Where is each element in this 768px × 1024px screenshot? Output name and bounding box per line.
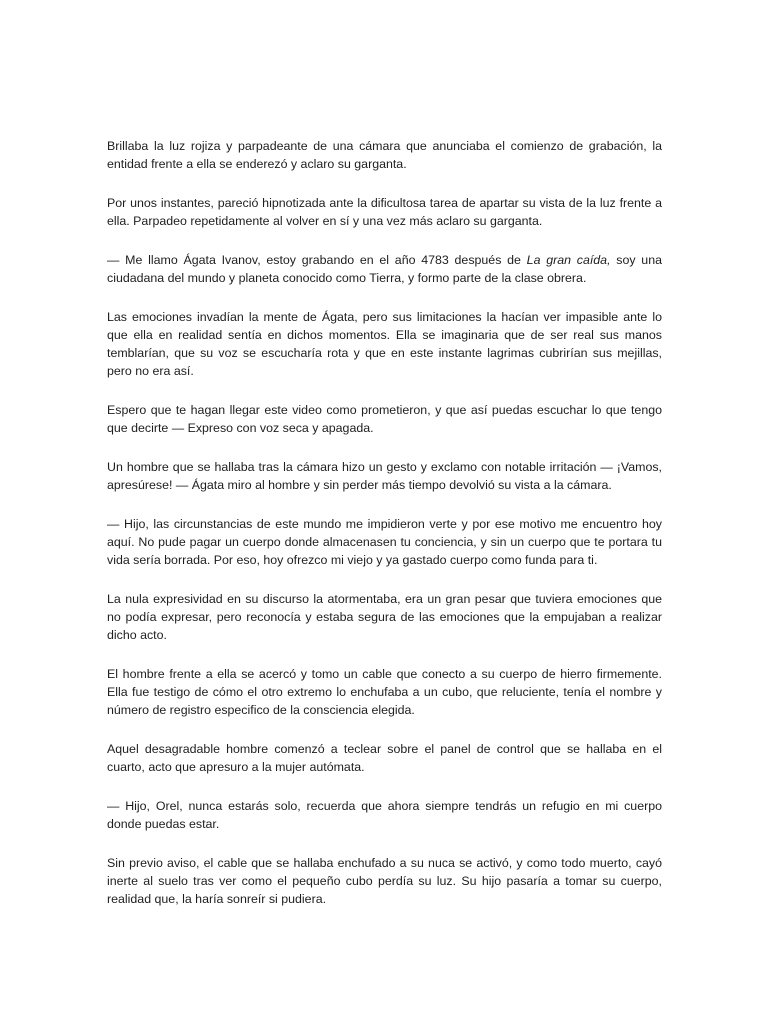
paragraph-6: Un hombre que se hallaba tras la cámara hizo un gesto y exclamo con notable irritación — ¡Vamos, apresúrese! — Ágata miro al hombre y sin perder más tiempo devolvió su vista a la cámara.	[107, 460, 662, 492]
paragraph-9: El hombre frente a ella se acercó y tomo un cable que conecto a su cuerpo de hierro firmemente. Ella fue testigo de cómo el otro extremo lo enchufaba a un cubo, que reluciente, tenía el nombre y número de registro especifico de la consciencia elegida.	[107, 667, 662, 717]
paragraph-7: — Hijo, las circunstancias de este mundo me impidieron verte y por ese motivo me encuentro hoy aquí. No pude pagar un cuerpo donde almacenasen tu conciencia, y sin un cuerpo que te portara tu vida sería borrada. Por eso, hoy ofrezco mi viejo y ya gastado cuerpo como funda para ti.	[107, 517, 662, 567]
paragraph-11: — Hijo, Orel, nunca estarás solo, recuerda que ahora siempre tendrás un refugio en mi cuerpo donde puedas estar.	[107, 799, 662, 831]
paragraph-1: Brillaba la luz rojiza y parpadeante de una cámara que anunciaba el comienzo de grabación, la entidad frente a ella se enderezó y aclaro su garganta.	[107, 139, 662, 171]
paragraph-10: Aquel desagradable hombre comenzó a teclear sobre el panel de control que se hallaba en el cuarto, acto que apresuro a la mujer autómata.	[107, 742, 662, 774]
paragraph-4: Las emociones invadían la mente de Ágata, pero sus limitaciones la hacían ver impasible ante lo que ella en realidad sentía en dichos momentos. Ella se imaginaria que de ser real sus manos temblarían, que su voz se escucharía rota y que en este instante lagrimas cubrirían sus mejillas, pero no era así.	[107, 310, 662, 378]
document-page	[107, 137, 662, 929]
paragraph-3-text-end: soy una ciudadana del mundo y planeta conocido como Tierra, y formo parte de la clase obrera.	[107, 253, 662, 285]
paragraph-12: Sin previo aviso, el cable que se hallaba enchufado a su nuca se activó, y como todo muerto, cayó inerte al suelo tras ver como el pequeño cubo perdía su luz. Su hijo pasaría a tomar su cuerpo, realidad que, la haría sonreír si pudiera.	[107, 856, 662, 906]
paragraph-2: Por unos instantes, pareció hipnotizada ante la dificultosa tarea de apartar su vista de la luz frente a ella. Parpadeo repetidamente al volver en sí y una vez más aclaro su garganta.	[107, 196, 662, 228]
paragraph-3	[107, 251, 662, 287]
book-title-italic: La gran caída,	[526, 253, 611, 267]
paragraph-5: Espero que te hagan llegar este video como prometieron, y que así puedas escuchar lo que tengo que decirte — Expreso con voz seca y apagada.	[107, 403, 662, 435]
paragraph-8: La nula expresividad en su discurso la atormentaba, era un gran pesar que tuviera emociones que no podía expresar, pero reconocía y estaba segura de las emociones que la empujaban a realizar dicho acto.	[107, 592, 662, 642]
paragraph-3-text-start: — Me llamo Ágata Ivanov, estoy grabando en el año 4783 después de	[107, 253, 527, 267]
